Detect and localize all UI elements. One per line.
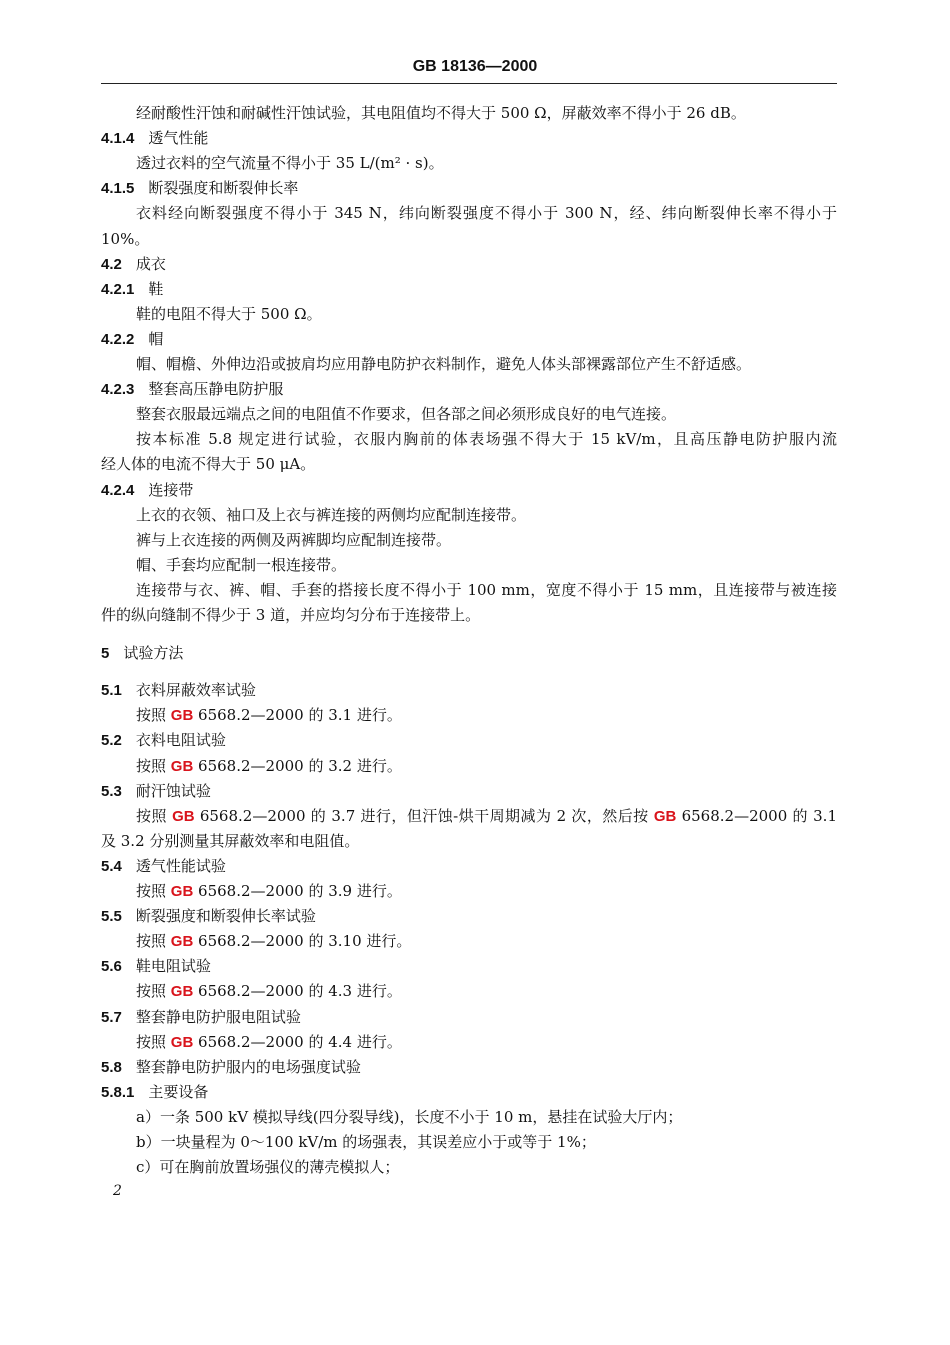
section-number: 4.2.4 [101, 481, 135, 499]
section-heading [101, 127, 208, 149]
section-number: 5.6 [101, 958, 122, 976]
section-number: 5.5 [101, 908, 122, 926]
text-segment: 经人体的电流不得大于 50 μA。 [101, 455, 316, 474]
standard-reference-link[interactable]: GB [170, 757, 194, 775]
paragraph-line [136, 980, 402, 1002]
section-heading [101, 955, 211, 977]
standard-reference-link[interactable]: GB [170, 883, 194, 900]
section-heading [101, 642, 183, 664]
paragraph-line [136, 1131, 596, 1153]
text-segment: 上衣的衣领、袖口及上衣与裤连接的两侧均应配制连接带。 [136, 505, 527, 524]
paragraph-line [101, 604, 480, 626]
text-segment: 6568.2—2000 的 3.7 进行，但汗蚀-烘干周期减为 2 次，然后按 [194, 806, 654, 825]
text-segment: 按照 [136, 806, 173, 825]
section-title: 断裂强度和断裂伸长率 [148, 179, 299, 198]
text-segment: 6568.2—2000 的 4.3 进行。 [193, 982, 402, 1001]
standard-reference-link[interactable]: GB [170, 707, 194, 725]
section-heading [101, 177, 298, 199]
section-heading [101, 729, 226, 751]
paragraph-line [136, 704, 402, 726]
section-title: 整套高压静电防护服 [148, 380, 284, 399]
section-heading [101, 780, 211, 802]
section-number: 5.8 [101, 1058, 122, 1076]
section-heading [101, 479, 193, 501]
paragraph-line [136, 805, 837, 827]
text-segment: 6568.2—2000 的 3.1 进行。 [193, 706, 402, 725]
section-heading [101, 1081, 208, 1103]
section-number: 5 [101, 644, 110, 662]
section-title: 整套静电防护服电阻试验 [135, 1007, 301, 1026]
standard-reference-link[interactable]: GB [172, 807, 195, 825]
text-segment: 整套衣服最远端点之间的电阻值不作要求，但各部之间必须形成良好的电气连接。 [136, 405, 677, 424]
text-segment: 帽、帽檐、外伸边沿或披肩均应用静电防护衣料制作，避免人体头部裸露部位产生不舒适感。 [136, 355, 752, 373]
text-segment: 6568.2—2000 的 3.2 进行。 [193, 756, 402, 775]
text-segment: 鞋的电阻不得大于 500 Ω。 [136, 304, 322, 323]
paragraph-line [136, 554, 346, 576]
text-segment: b）一块量程为 0～100 kV/m 的场强表，其误差应小于或等于 1%； [136, 1133, 596, 1151]
section-title: 断裂强度和断裂伸长率试验 [135, 907, 316, 926]
standard-reference-link[interactable]: GB [170, 983, 194, 1001]
section-heading [101, 378, 283, 400]
section-title: 鞋电阻试验 [135, 957, 211, 976]
section-number: 5.1 [101, 682, 122, 700]
text-segment: c）可在胸前放置场强仪的薄壳模拟人； [136, 1158, 400, 1177]
paragraph-line [101, 228, 149, 250]
text-segment: 6568.2—2000 的 3.1 [676, 806, 837, 825]
section-heading [101, 328, 163, 350]
section-title: 鞋 [148, 279, 164, 298]
text-segment: 经耐酸性汗蚀和耐碱性汗蚀试验，其电阻值均不得大于 500 Ω，屏蔽效率不得小于 26 dB。 [136, 104, 746, 122]
section-heading [101, 253, 166, 275]
text-segment: 6568.2—2000 的 3.9 进行。 [193, 882, 402, 900]
paragraph-line [136, 1031, 402, 1053]
section-heading [101, 278, 163, 300]
section-title: 帽 [148, 329, 164, 348]
text-segment: 衣料经向断裂强度不得小于 345 N，纬向断裂强度不得小于 300 N，经、纬向断裂伸长率不得小于 [136, 204, 837, 223]
paragraph-line [136, 529, 451, 551]
section-heading [101, 855, 226, 877]
text-segment: 按照 [136, 1032, 171, 1051]
text-segment: 按本标准 5.8 规定进行试验，衣服内胸前的体表场强不得大于 15 kV/m，且高压静电防护服内流 [136, 430, 837, 449]
text-segment: 按照 [136, 982, 171, 1001]
paragraph-line [136, 202, 837, 224]
standard-reference-link[interactable]: GB [170, 1033, 194, 1051]
header-rule [101, 83, 837, 84]
standard-reference-link[interactable]: GB [170, 933, 194, 951]
section-heading [101, 1006, 301, 1028]
text-segment: a）一条 500 kV 模拟导线(四分裂导线)，长度不小于 10 m，悬挂在试验大厅内； [136, 1107, 683, 1126]
section-title: 成衣 [135, 254, 166, 273]
section-title: 整套静电防护服内的电场强度试验 [135, 1057, 361, 1076]
section-number: 4.2.1 [101, 280, 135, 298]
section-heading [101, 1056, 361, 1078]
paragraph-line [136, 755, 402, 777]
text-segment: 及 3.2 分别测量其屏蔽效率和电阻值。 [101, 831, 360, 850]
paragraph-line [136, 1106, 682, 1128]
paragraph-line [136, 880, 402, 902]
paragraph-line [136, 1156, 399, 1178]
paragraph-line [136, 579, 837, 601]
text-segment: 按照 [136, 706, 171, 725]
section-number: 5.2 [101, 732, 122, 750]
paragraph-line [136, 428, 837, 450]
section-title: 衣料电阻试验 [135, 731, 226, 750]
section-title: 耐汗蚀试验 [135, 781, 211, 800]
paragraph-line [136, 152, 444, 174]
text-segment: 6568.2—2000 的 3.10 进行。 [193, 932, 412, 951]
text-segment: 连接带与衣、裤、帽、手套的搭接长度不得小于 100 mm，宽度不得小于 15 mm，且连接带与被连接 [136, 580, 837, 599]
section-heading [101, 905, 316, 927]
text-segment: 按照 [136, 932, 171, 951]
section-number: 4.1.4 [101, 130, 135, 148]
page-header-title: GB 18136—2000 [412, 58, 538, 75]
paragraph-line [136, 353, 751, 375]
section-number: 5.4 [101, 857, 122, 875]
standard-reference-link[interactable]: GB [653, 807, 677, 825]
section-number: 4.1.5 [101, 180, 135, 198]
section-number: 5.3 [101, 782, 122, 800]
section-title: 连接带 [148, 480, 194, 499]
text-segment: 按照 [136, 882, 171, 900]
section-title: 衣料屏蔽效率试验 [135, 681, 256, 700]
text-segment: 帽、手套均应配制一根连接带。 [136, 555, 347, 574]
section-title: 试验方法 [123, 643, 184, 662]
section-number: 4.2.2 [101, 330, 135, 348]
section-title: 主要设备 [148, 1082, 209, 1101]
page-number: 2 [113, 1183, 122, 1199]
section-number: 5.8.1 [101, 1083, 135, 1101]
section-heading [101, 679, 256, 701]
text-segment: 裤与上衣连接的两侧及两裤脚均应配制连接带。 [136, 530, 452, 549]
section-title: 透气性能试验 [135, 856, 226, 875]
paragraph-line [136, 303, 322, 325]
paragraph-line [136, 102, 746, 124]
section-title: 透气性能 [148, 129, 209, 148]
paragraph-line [136, 403, 676, 425]
section-number: 4.2 [101, 255, 122, 273]
paragraph-line [136, 930, 411, 952]
text-segment: 件的纵向缝制不得少于 3 道，并应均匀分布于连接带上。 [101, 606, 481, 624]
text-segment: 按照 [136, 756, 171, 775]
text-segment: 6568.2—2000 的 4.4 进行。 [193, 1032, 402, 1051]
paragraph-line [101, 453, 315, 475]
paragraph-line [136, 504, 526, 526]
section-number: 5.7 [101, 1008, 122, 1026]
paragraph-line [101, 830, 359, 852]
section-number: 4.2.3 [101, 381, 135, 399]
text-segment: 10%。 [101, 229, 150, 248]
text-segment: 透过衣料的空气流量不得小于 35 L/(m² · s)。 [136, 154, 444, 173]
